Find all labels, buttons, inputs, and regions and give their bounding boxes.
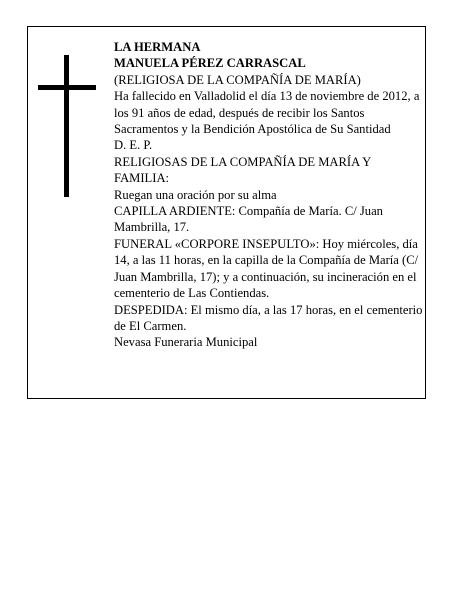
death-announcement: Ha fallecido en Valladolid el día 13 de noviembre de 2012, a los 91 años de edad, después de recibir los Santos Sacramentos y la Bendición Apostólica de Su Santidad [114, 89, 420, 137]
funeral-home: Nevasa Funeraria Municipal [114, 335, 258, 350]
cross-icon [38, 55, 98, 197]
mourners-line: RELIGIOSAS DE LA COMPAÑÍA DE MARÍA Y FAMILIA: [114, 154, 371, 186]
funeral-info: FUNERAL «CORPORE INSEPULTO»: Hoy miércoles, día 14, a las 11 horas, en la capilla de la Compañía de María (C/ Juan Mambrilla, 17); y a continuación, su incineración en el cementerio de Las Contiendas. [114, 236, 419, 301]
chapel-info: CAPILLA ARDIENTE: Compañía de María. C/ Juan Mambrilla, 17. [114, 204, 383, 235]
rip-line: D. E. P. [114, 138, 153, 153]
deceased-name: MANUELA PÉREZ CARRASCAL [114, 56, 306, 71]
prayer-request: Ruegan una oración por su alma [114, 187, 277, 202]
notice-text [114, 39, 424, 351]
cross-horizontal-bar [38, 85, 96, 90]
heading-title: LA HERMANA [114, 40, 201, 54]
cross-vertical-bar [64, 55, 69, 197]
religious-order: (RELIGIOSA DE LA COMPAÑÍA DE MARÍA) [114, 72, 361, 87]
farewell-info: DESPEDIDA: El mismo día, a las 17 horas, en el cementerio de El Carmen. [114, 302, 423, 333]
